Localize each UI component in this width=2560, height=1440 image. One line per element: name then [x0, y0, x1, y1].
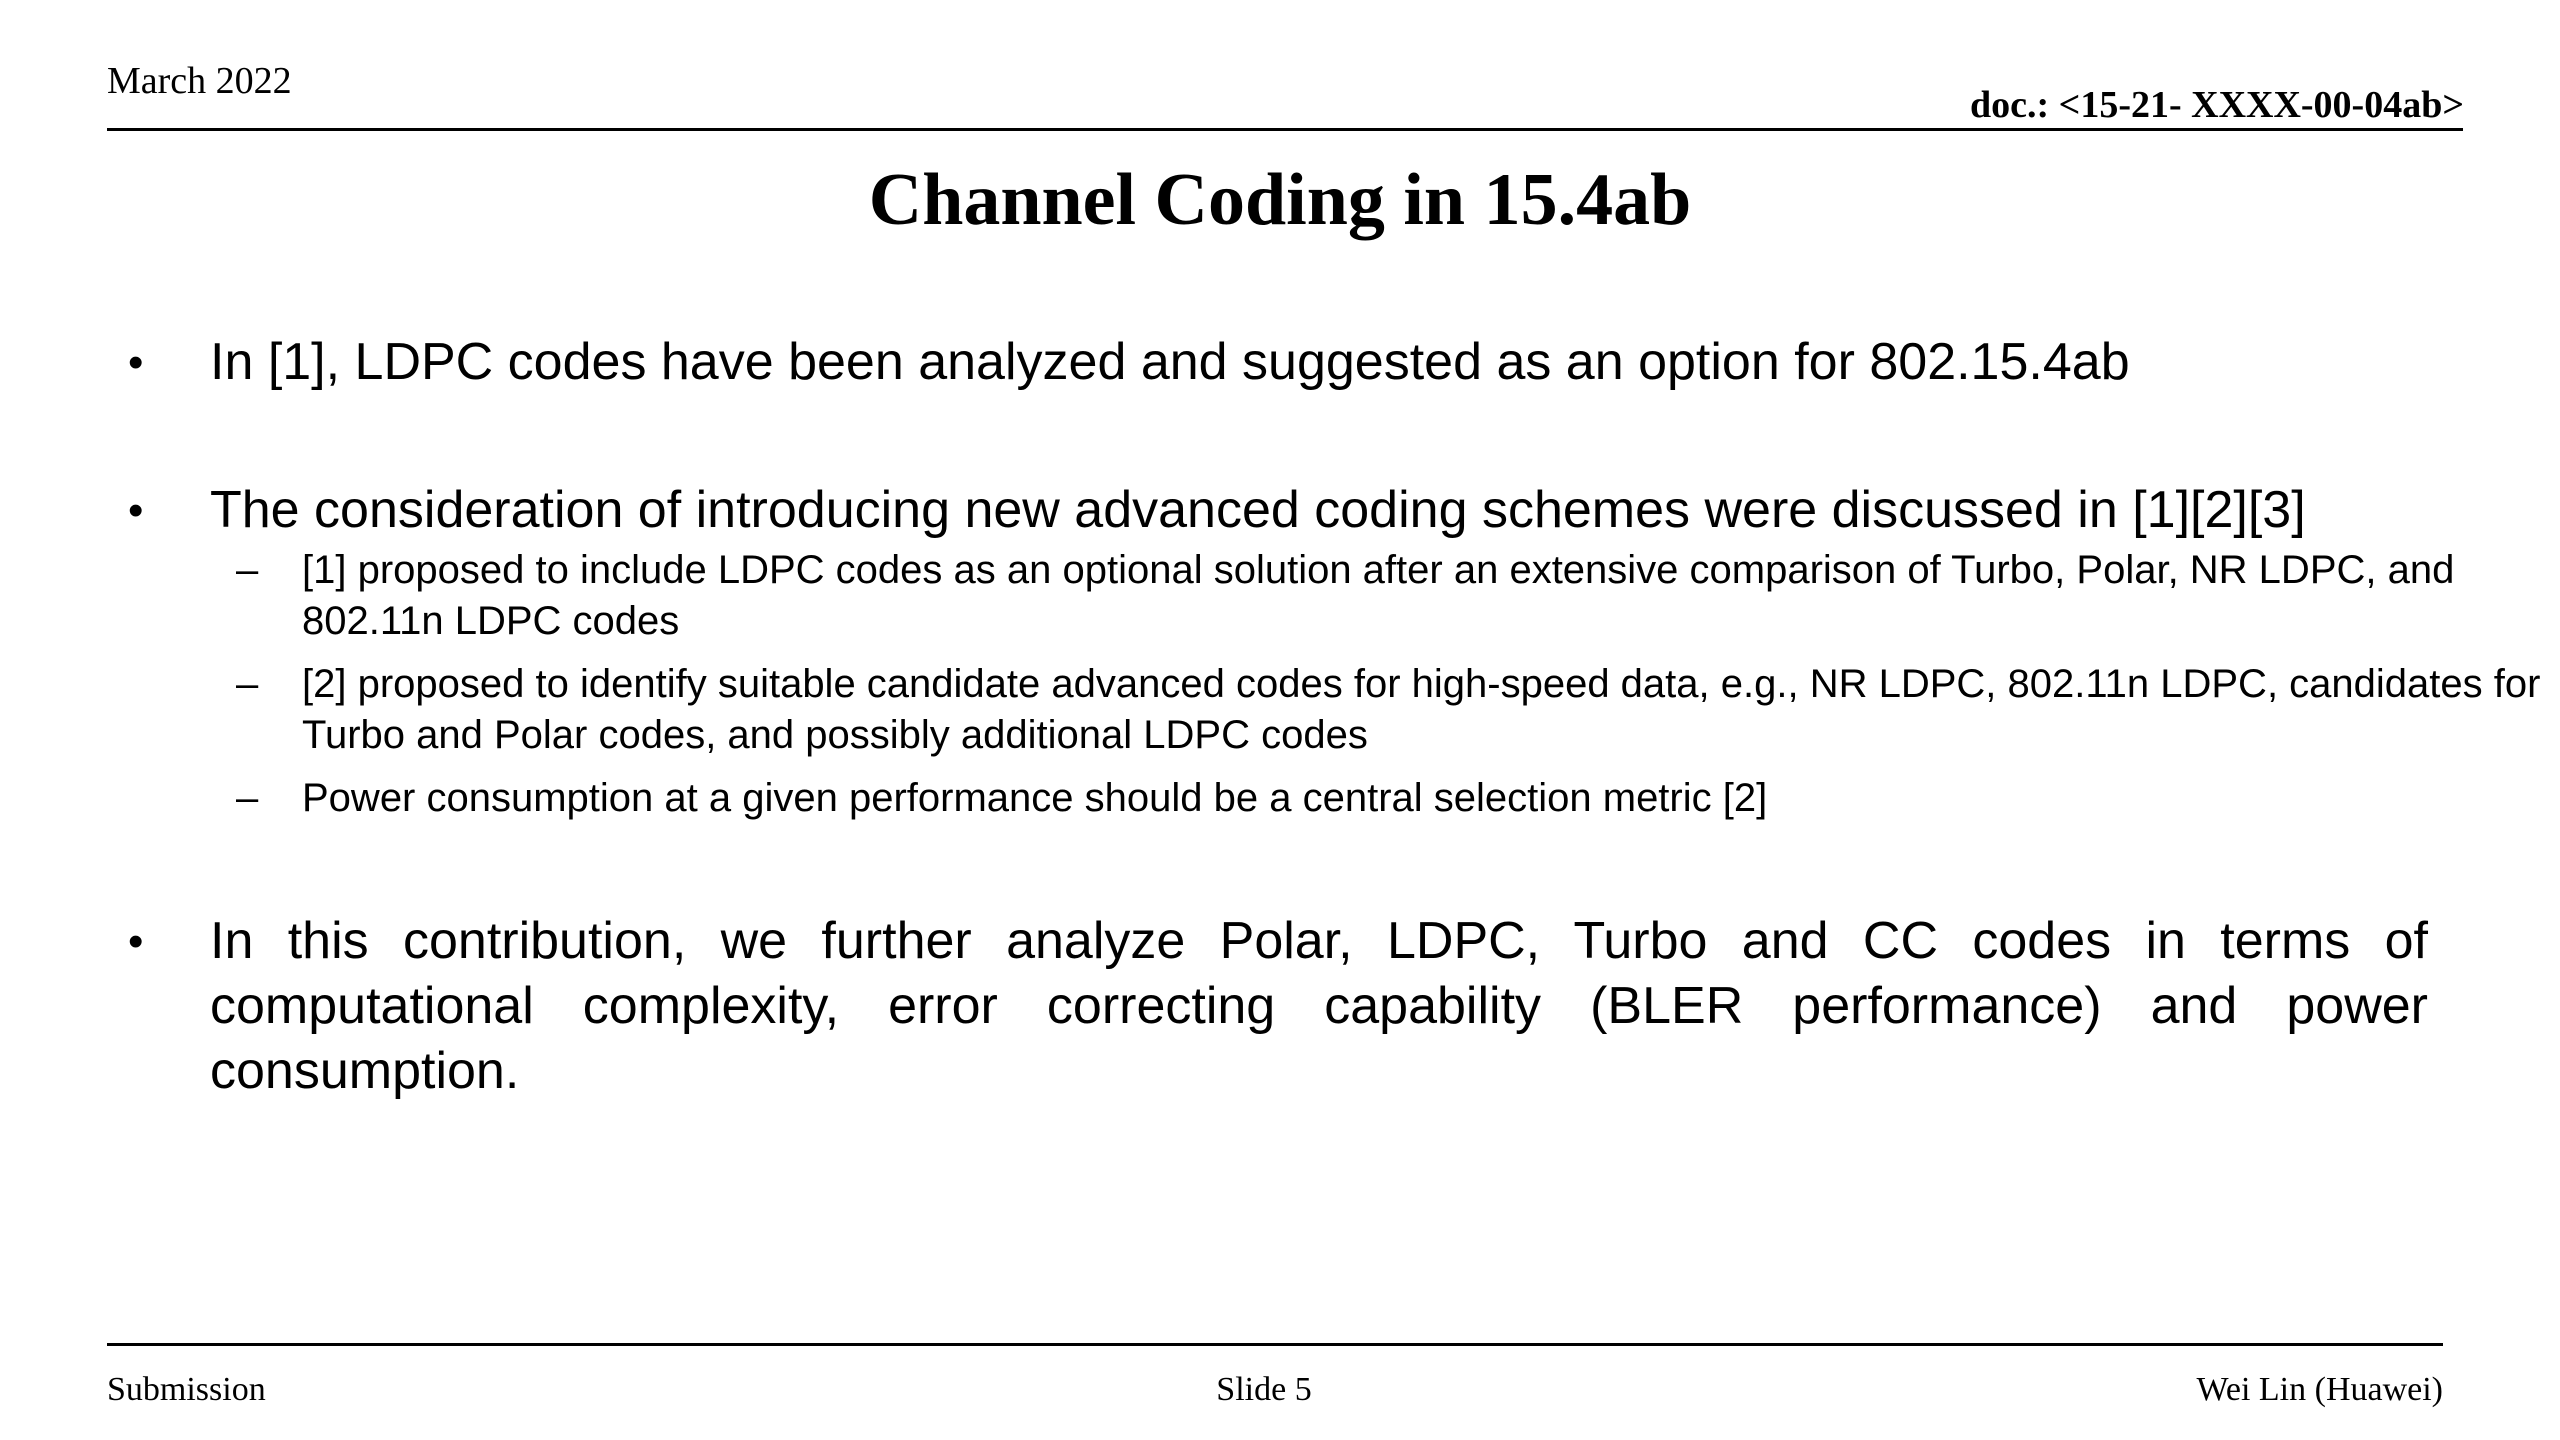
bullet-dot-icon: •	[128, 486, 144, 535]
dash-icon: –	[236, 662, 259, 706]
footer-divider	[107, 1343, 2443, 1346]
document-id: doc.: <15-21- XXXX-00-04ab>	[1970, 84, 2464, 126]
slide-title: Channel Coding in 15.4ab	[868, 159, 1692, 241]
footer-author: Wei Lin (Huawei)	[2196, 1371, 2443, 1408]
sub-bullet-item	[128, 773, 2560, 824]
footer-submission: Submission	[107, 1371, 266, 1408]
dash-icon: –	[236, 776, 259, 820]
header-date: March 2022	[107, 60, 292, 102]
bullet-text: In [1], LDPC codes have been analyzed and suggested as an option for 802.15.4ab	[210, 333, 2130, 391]
bullet-item	[128, 330, 2428, 395]
sub-bullet-item	[128, 545, 2560, 647]
bullet-text: The consideration of introducing new advanced coding schemes were discussed in [1][2][3]	[210, 481, 2306, 539]
bullet-item	[128, 909, 2428, 1104]
bullet-item	[128, 478, 2428, 543]
slide-body	[128, 330, 2541, 1104]
bullet-dot-icon: •	[128, 917, 144, 966]
sub-bullet-list	[128, 545, 2541, 824]
slide-number-text: Slide 5	[1216, 1371, 1312, 1408]
bullet-text: In this contribution, we further analyze Polar, LDPC, Turbo and CC codes in terms of computational complexity, error correcting capability (BLER performance) and power consumption.	[210, 912, 2428, 1100]
bullet-dot-icon: •	[128, 338, 144, 387]
dash-icon: –	[236, 548, 259, 592]
sub-bullet-item	[128, 659, 2560, 761]
sub-bullet-text: [2] proposed to identify suitable candidate advanced codes for high-speed data, e.g., NR LDPC, 802.11n LDPC, candidates for Turbo and Polar codes, and possibly additional LDPC codes	[302, 662, 2541, 757]
footer-slide-number	[0, 1373, 2560, 1407]
header-divider	[107, 128, 2463, 131]
sub-bullet-text: [1] proposed to include LDPC codes as an optional solution after an extensive comparison of Turbo, Polar, NR LDPC, and 802.11n LDPC codes	[302, 548, 2455, 643]
sub-bullet-text: Power consumption at a given performance should be a central selection metric [2]	[302, 776, 1768, 820]
